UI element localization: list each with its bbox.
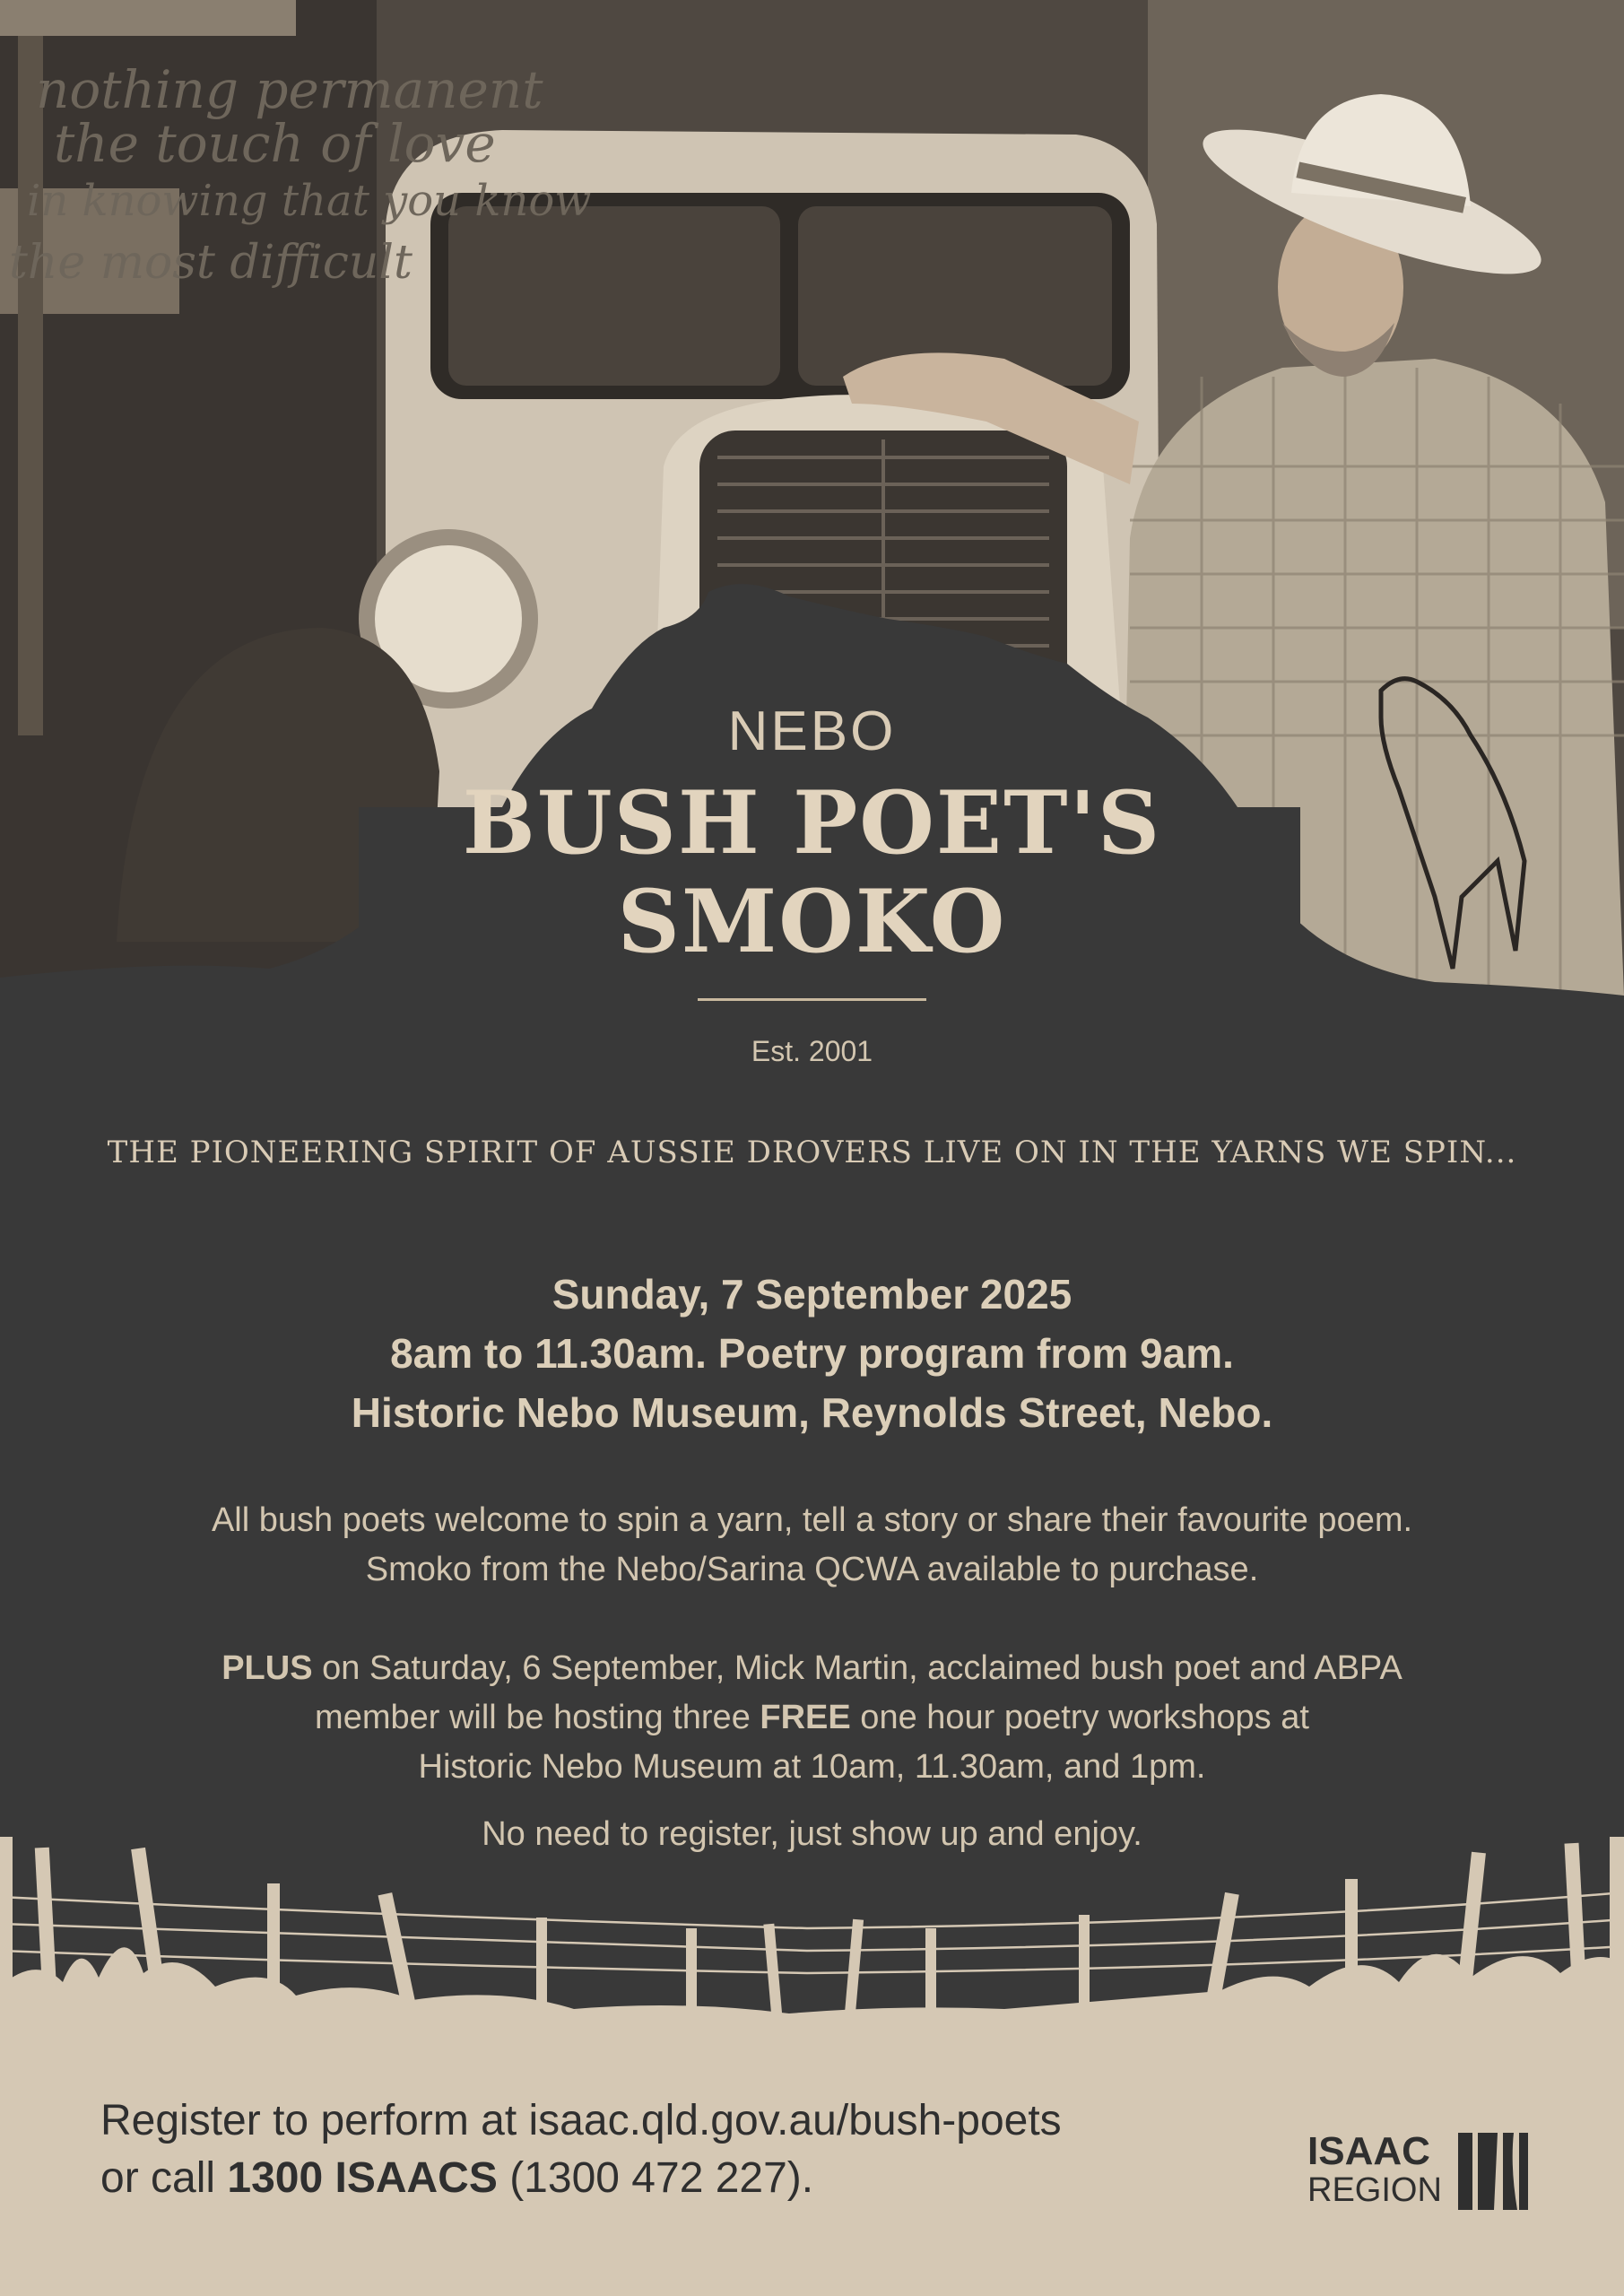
logo-top-text: ISAAC — [1307, 2129, 1430, 2173]
logo-bottom-text: REGION — [1307, 2171, 1442, 2209]
tagline: THE PIONEERING SPIRIT OF AUSSIE DROVERS LIVE ON IN THE YARNS WE SPIN... — [107, 1135, 1517, 1170]
register-line1: Register to perform at isaac.qld.gov.au/bush-poets — [100, 2097, 1062, 2144]
script-text-2: the touch of love — [54, 113, 496, 174]
event-venue: Historic Nebo Museum, Reynolds Street, Nebo. — [351, 1389, 1273, 1436]
workshop-line1-text: on Saturday, 6 September, Mick Martin, acclaimed bush poet and ABPA — [312, 1649, 1403, 1687]
isaac-region-logo — [1307, 2131, 1532, 2221]
event-title-line2: SMOKO — [617, 871, 1007, 972]
event-title — [0, 774, 1624, 971]
title-divider — [698, 998, 926, 1001]
no-register-note: No need to register, just show up and enjoy. — [482, 1815, 1142, 1853]
description-paragraph — [0, 1496, 1624, 1595]
script-text-4: the most difficult — [9, 236, 413, 290]
fence-illustration — [0, 1830, 1624, 2036]
script-text-1: nothing permanent — [36, 59, 543, 120]
workshop-line2-end: one hour poetry workshops at — [850, 1699, 1309, 1736]
workshop-line2-start: member will be hosting three — [315, 1699, 760, 1736]
established-year: Est. 2001 — [751, 1035, 873, 1067]
phone-number: (1300 472 227). — [497, 2154, 814, 2202]
event-time: 8am to 11.30am. Poetry program from 9am. — [390, 1330, 1234, 1377]
workshop-line3: Historic Nebo Museum at 10am, 11.30am, and 1pm. — [418, 1748, 1206, 1786]
register-call-text: or call — [100, 2154, 228, 2202]
script-text-3: in knowing that you know — [27, 176, 592, 226]
phone-name: 1300 ISAACS — [227, 2154, 498, 2202]
event-date: Sunday, 7 September 2025 — [551, 1271, 1073, 1318]
event-title-line1: BUSH POET'S — [462, 772, 1162, 874]
description-line1: All bush poets welcome to spin a yarn, tell a story or share their favourite poem. — [211, 1501, 1413, 1539]
workshop-line1 — [0, 1644, 1624, 1693]
description-line2: Smoko from the Nebo/Sarina QCWA available to purchase. — [365, 1551, 1259, 1588]
event-details — [0, 1265, 1624, 1442]
workshop-line2 — [0, 1693, 1624, 1743]
register-line2 — [100, 2150, 1062, 2207]
event-town: NEBO — [727, 700, 897, 762]
workshop-paragraph — [0, 1644, 1624, 1792]
logo-mark-icon — [1458, 2131, 1528, 2212]
free-label: FREE — [760, 1699, 851, 1736]
title-block — [0, 700, 1624, 1068]
footer — [0, 2025, 1624, 2296]
plus-label: PLUS — [221, 1649, 313, 1687]
register-info — [100, 2092, 1062, 2207]
